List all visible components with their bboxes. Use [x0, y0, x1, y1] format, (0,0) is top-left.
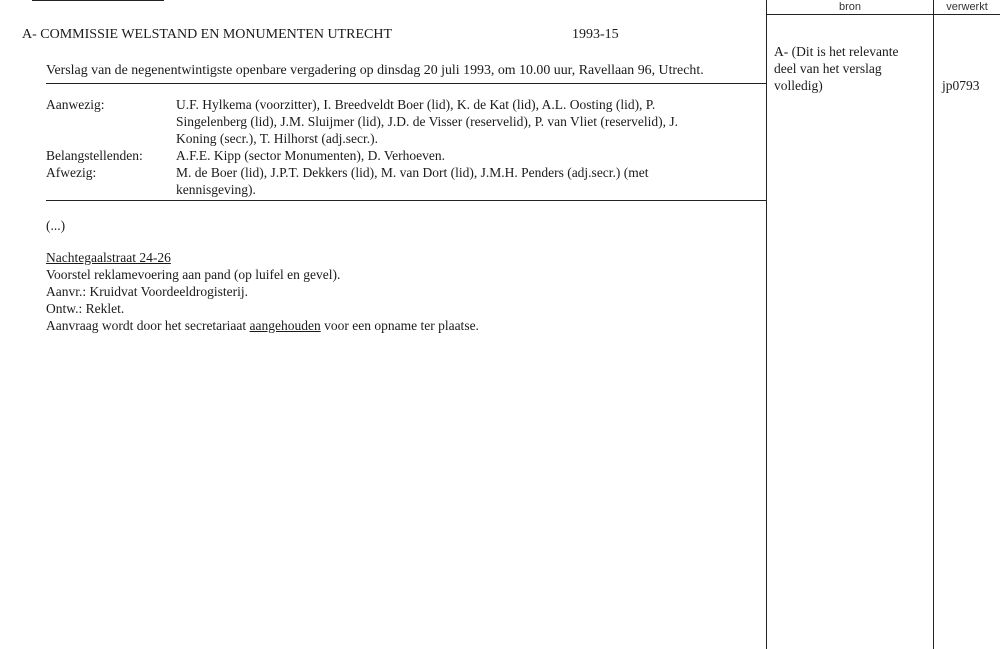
meeting-number: 1993-15 — [572, 27, 619, 42]
column-divider-right — [933, 0, 934, 649]
present-line-2: Singelenberg (lid), J.M. Sluijmer (lid), J.D. de Visser (reservelid), P. van Vliet (reservelid), J. — [176, 114, 678, 129]
column-header-bron: bron — [838, 1, 862, 13]
absent-label: Afwezig: — [46, 165, 97, 180]
item-address: Nachtegaalstraat 24-26 — [46, 250, 171, 265]
bron-note-line-3: volledig) — [774, 78, 823, 93]
absent-line-2: kennisgeving). — [176, 182, 256, 197]
report-title: Verslag van de negenentwintigste openbare vergadering op dinsdag 20 juli 1993, om 10.00 uur, Ravellaan 96, Utrecht. — [46, 63, 704, 78]
item-decision — [46, 318, 479, 334]
item-proposal: Voorstel reklamevoering aan pand (op luifel en gevel). — [46, 267, 341, 282]
decision-keyword: aangehouden — [249, 318, 321, 333]
bron-note-line-1: A- (Dit is het relevante — [774, 44, 899, 59]
ellipsis-marker: (...) — [46, 218, 66, 233]
stakeholders-label: Belangstellenden: — [46, 148, 143, 163]
column-header-verwerkt: verwerkt — [946, 1, 988, 13]
decision-suffix: voor een opname ter plaatse. — [320, 318, 479, 333]
bron-note-line-2: deel van het verslag — [774, 61, 882, 76]
attendance-rule — [46, 200, 766, 201]
stakeholders-value: A.F.E. Kipp (sector Monumenten), D. Verhoeven. — [176, 148, 445, 163]
column-divider-left — [766, 0, 767, 649]
report-title-rule — [46, 83, 766, 84]
top-left-rule — [32, 0, 164, 1]
present-line-3: Koning (secr.), T. Hilhorst (adj.secr.). — [176, 131, 378, 146]
present-line-1: U.F. Hylkema (voorzitter), I. Breedveldt Boer (lid), K. de Kat (lid), A.L. Oosting (lid), P. — [176, 97, 656, 112]
verwerkt-code: jp0793 — [942, 78, 980, 93]
absent-line-1: M. de Boer (lid), J.P.T. Dekkers (lid), M. van Dort (lid), J.M.H. Penders (adj.secr.) (met — [176, 165, 649, 180]
commission-title: A- COMMISSIE WELSTAND EN MONUMENTEN UTRECHT — [22, 27, 392, 42]
item-designer: Ontw.: Reklet. — [46, 301, 125, 316]
present-label: Aanwezig: — [46, 97, 105, 112]
column-header-rule — [766, 14, 1000, 15]
item-applicant: Aanvr.: Kruidvat Voordeeldrogisterij. — [46, 284, 248, 299]
decision-prefix: Aanvraag wordt door het secretariaat — [46, 318, 250, 333]
